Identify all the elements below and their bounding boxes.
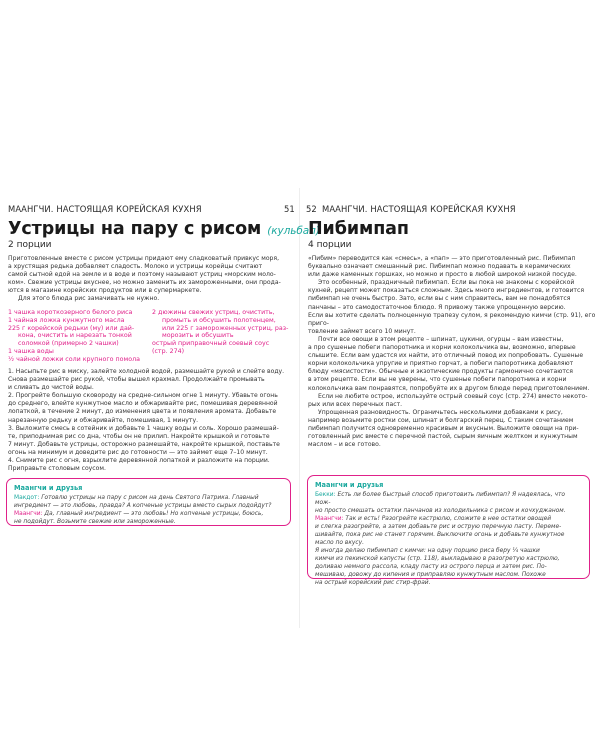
- tips-box: [307, 475, 590, 586]
- dialogue-text: шивайте, пока рис не станет горячим. Выключите огонь и добавьте кунжутное: [315, 532, 565, 538]
- paragraph-line: товление займет всего 10 минут.: [308, 327, 416, 335]
- paragraph-line: блюду «мясистости». Обычные и экзотические продукты гармонично сочетаются: [308, 368, 573, 376]
- dialogue-line: [14, 510, 283, 518]
- recipe-title: Пибимпап: [308, 219, 409, 239]
- page-number: 52: [306, 204, 317, 214]
- ingredient-line: 2 дюжины свежих устриц, очистить,: [152, 309, 275, 316]
- ingredient-line: острый приправочный соевый соус: [152, 340, 270, 348]
- ingredient-line: 225 г корейской редьки (му) или дай-: [8, 324, 135, 332]
- paragraph-line: в этом рецепте. Если вы не уверены, что сушеные побеги папоротника и корни: [308, 376, 567, 384]
- tips-box-dialogue: [14, 494, 283, 526]
- right-page: [300, 0, 600, 750]
- step-line: 7 минут. Добавьте устрицы, осторожно размешайте, накройте крышкой, поставьте: [8, 440, 280, 448]
- recipe-title-text: Устрицы на пару с рисом: [8, 219, 262, 239]
- speaker-name: Макдот:: [14, 495, 40, 501]
- dialogue-text: Да, главный ингредиент — это любовь! Но копченые устрицы, боюсь,: [42, 511, 264, 517]
- dialogue-text: и слегка разогрейте, а затем добавьте рис и острую перечную пасту. Переме-: [315, 524, 562, 530]
- intro-text: [8, 255, 294, 304]
- servings: 2 порции: [8, 240, 52, 250]
- step-line: те, приподнимая рис со дна, чтобы он не прилип. Накройте крышкой и готовьте: [8, 432, 270, 440]
- dialogue-text: ингредиент — это любовь, правда? А копченые устрицы вместо сырых подойдут?: [14, 503, 272, 509]
- paragraph-line: Это особенный, праздничный пибимпап. Если вы пока не знакомы с корейской: [318, 279, 575, 287]
- dialogue-line: [14, 518, 283, 526]
- paragraph-line: панчаны – это самодостаточное блюдо. Я привожу также упрощенную версию.: [308, 303, 566, 311]
- recipe-text: [308, 255, 596, 449]
- dialogue-line: [315, 579, 582, 587]
- paragraph-line: Почти все овощи в этом рецепте – шпинат, цукини, огурцы – вам известны,: [318, 335, 564, 343]
- intro-line: Приготовленные вместе с рисом устрицы придают ему сладковатый привкус моря,: [8, 255, 280, 262]
- dialogue-text: мешиваю, довожу до кипения и приправляю кунжутным маслом. Похоже: [315, 572, 546, 578]
- servings: 4 порции: [308, 240, 352, 250]
- dialogue-line: [315, 491, 582, 507]
- intro-line: ком». Свежие устрицы вкуснее, но можно заменить их замороженными, они прода-: [8, 279, 281, 287]
- paragraph-line: или даже каменных горшках, но можно и просто в любой широкой низкой посуде.: [308, 271, 577, 279]
- running-head: МААНГЧИ. НАСТОЯЩАЯ КОРЕЙСКАЯ КУХНЯ: [322, 204, 516, 214]
- ingredient-line: промыть и обсушить полотенцем,: [162, 316, 276, 324]
- paragraph-line: колокольчика вам понравятся, попробуйте их в другом блюде перед приготовлением.: [308, 384, 590, 392]
- dialogue-text: доливаю немного рассола, кладу пасту из острого перца и затем рис. По-: [315, 564, 547, 570]
- paragraph-line: Если не любите острое, используйте острый соевый соус (стр. 274) вместо некото-: [318, 392, 588, 400]
- paragraph-line: пибимпап получится одновременно красивым и вкусным. Выложите овощи на при-: [308, 424, 579, 432]
- paragraph-line: кухней, рецепт может показаться сложным. Здесь много ингредиентов, и готовится: [308, 287, 584, 295]
- dialogue-line: [315, 539, 582, 547]
- step-line: огонь на минимум и доведите рис до готовности — это займет еще 7–10 минут.: [8, 448, 268, 456]
- ingredient-line: морозить и обсушить: [162, 332, 234, 340]
- ingredient-line: 1 чашка короткозерного белого риса: [8, 309, 133, 316]
- dialogue-line: [315, 547, 582, 555]
- dialogue-text: не подойдут. Возьмите свежие или замороженные.: [14, 519, 176, 525]
- paragraph-line: «Пибим» переводится как «смесь», а «пап» — это приготовленный рис. Пибимпап: [308, 255, 576, 262]
- dialogue-text: Готовлю устрицы на пару с рисом на день Святого Патрика. Главный: [39, 495, 259, 501]
- dialogue-line: [14, 502, 283, 510]
- dialogue-text: Есть ли более быстрый способ приготовить пибимпап? Я надеялась, что мож-: [315, 492, 566, 506]
- page-number: 51: [284, 204, 295, 214]
- speaker-name: Маангчи:: [14, 511, 43, 517]
- dialogue-line: [315, 571, 582, 579]
- step-line: лопаткой, в течение 2 минут, до изменения цвета и появления аромата. Добавьте: [8, 408, 277, 416]
- ingredient-line: соломкой (примерно 2 чашки): [18, 340, 119, 348]
- dialogue-text: кимчи из пекинской капусты (стр. 118), выкладываю в разогретую кастрюлю,: [315, 556, 560, 562]
- dialogue-text: Я иногда делаю пибимпап с кимчи: на одну порцию риса беру ¼ чашки: [315, 548, 540, 554]
- paragraph-line: пибимпап не очень быстро. Зато, если вы с ним справитесь, вам не понадобятся: [308, 295, 571, 303]
- dialogue-line: [315, 523, 582, 531]
- dialogue-line: [315, 563, 582, 571]
- ingredient-line: 1 чайная ложка кунжутного масла: [8, 316, 125, 324]
- ingredient-line: 1 чашка воды: [8, 347, 54, 355]
- paragraph-line: Если вы хотите сделать полноценную трапезу сулом, я рекомендую кимчи (стр. 91), его приго-: [308, 311, 596, 327]
- ingredient-line: (стр. 274): [152, 347, 185, 355]
- speaker-name: Маангчи:: [315, 516, 344, 522]
- paragraph-line: слышите. Если вам удастся их найти, это отличный повод их попробовать. Сушеные: [308, 352, 584, 360]
- ingredient-line: или 225 г замороженных устриц, раз-: [162, 324, 289, 332]
- recipe-title: [8, 219, 320, 239]
- step-line: нарезанную редьку и обжаривайте, помешивая, 1 минуту.: [8, 416, 199, 424]
- intro-line: ются в магазине корейских продуктов или в супермаркете.: [8, 287, 202, 295]
- paragraph-line: корни колокольчика упругие и приятно горчат, а побеги папоротника добавляют: [308, 360, 574, 368]
- paragraph-line: готовленный рис вместе с перечной пастой, сырым яичным желтком и кунжутным: [308, 433, 578, 441]
- paragraph-line: рых или всех перечных паст.: [308, 400, 403, 408]
- recipe-subtitle: (кульбап): [267, 225, 320, 237]
- dialogue-line: [315, 507, 582, 515]
- step-line: 1. Насыпьте рис в миску, залейте холодной водой, размешайте рукой и слейте воду.: [8, 368, 285, 375]
- tips-box-dialogue: [315, 491, 582, 587]
- dialogue-text: масло по вкусу.: [315, 540, 364, 546]
- paragraph-line: а про сушеные побеги папоротника и корни колокольчика вы, возможно, впервые: [308, 344, 576, 352]
- dialogue-line: [315, 555, 582, 563]
- dialogue-line: [315, 515, 582, 523]
- ingredients-column-2: [152, 309, 292, 356]
- dialogue-text: но просто смешать остатки панчанов из холодильника с рисом и кочхуджаном.: [315, 508, 566, 514]
- paragraph-line: Упрощенная разновидность. Ограничьтесь несколькими добавками к рису,: [318, 408, 563, 416]
- paragraph-line: маслом – и все готово.: [308, 441, 381, 449]
- step-line: 3. Выложите смесь в сотейник и добавьте 1 чашку воды и соль. Хорошо размешай-: [8, 424, 279, 432]
- method-steps: [8, 368, 296, 473]
- speaker-name: Бекки:: [315, 492, 336, 498]
- intro-line: а хрустящая редька добавляет сладость. Молоко и устрицы корейцы считают: [8, 263, 263, 271]
- step-line: 4. Снимите рис с огня, взрыхлите деревянной лопаткой и разложите на порции.: [8, 457, 270, 465]
- running-head: МААНГЧИ. НАСТОЯЩАЯ КОРЕЙСКАЯ КУХНЯ: [8, 204, 202, 214]
- intro-line: Для этого блюда рис замачивать не нужно.: [18, 295, 160, 303]
- tips-box-title: Маангчи и друзья: [14, 484, 83, 492]
- paragraph-line: буквально означает смешанный рис. Пибимпап можно подавать в керамических: [308, 263, 571, 271]
- tips-box-title: Маангчи и друзья: [315, 481, 384, 489]
- step-line: до среднего, влейте кунжутное масло и обжаривайте рис, помешивая деревянной: [8, 400, 278, 408]
- dialogue-line: [14, 494, 283, 502]
- step-line: Приправьте столовым соусом.: [8, 465, 106, 473]
- step-line: Снова размешайте рис рукой, чтобы вышел крахмал. Продолжайте промывать: [8, 376, 265, 384]
- ingredients-column-1: [8, 309, 146, 364]
- paragraph-line: например возьмите ростки сои, шпинат и болгарский перец. С таким сочетанием: [308, 416, 574, 424]
- dialogue-text: Так и есть! Разогрейте кастрюлю, сложите в нее остатки овощей: [343, 516, 552, 522]
- step-line: и сливать до чистой воды.: [8, 384, 94, 392]
- dialogue-text: на острый корейский рис стир-фрай.: [315, 580, 431, 586]
- dialogue-line: [315, 531, 582, 539]
- ingredient-line: ½ чайной ложки соли крупного помола: [8, 355, 140, 363]
- intro-line: самой сытной едой на земле и в воде и поэтому называют устриц «морским моло-: [8, 271, 276, 279]
- tips-box: [6, 478, 291, 526]
- step-line: 2. Прогрейте большую сковороду на средне-сильном огне 1 минуту. Убавьте огонь: [8, 392, 278, 400]
- ingredient-line: кона, очистить и нарезать тонкой: [18, 332, 132, 340]
